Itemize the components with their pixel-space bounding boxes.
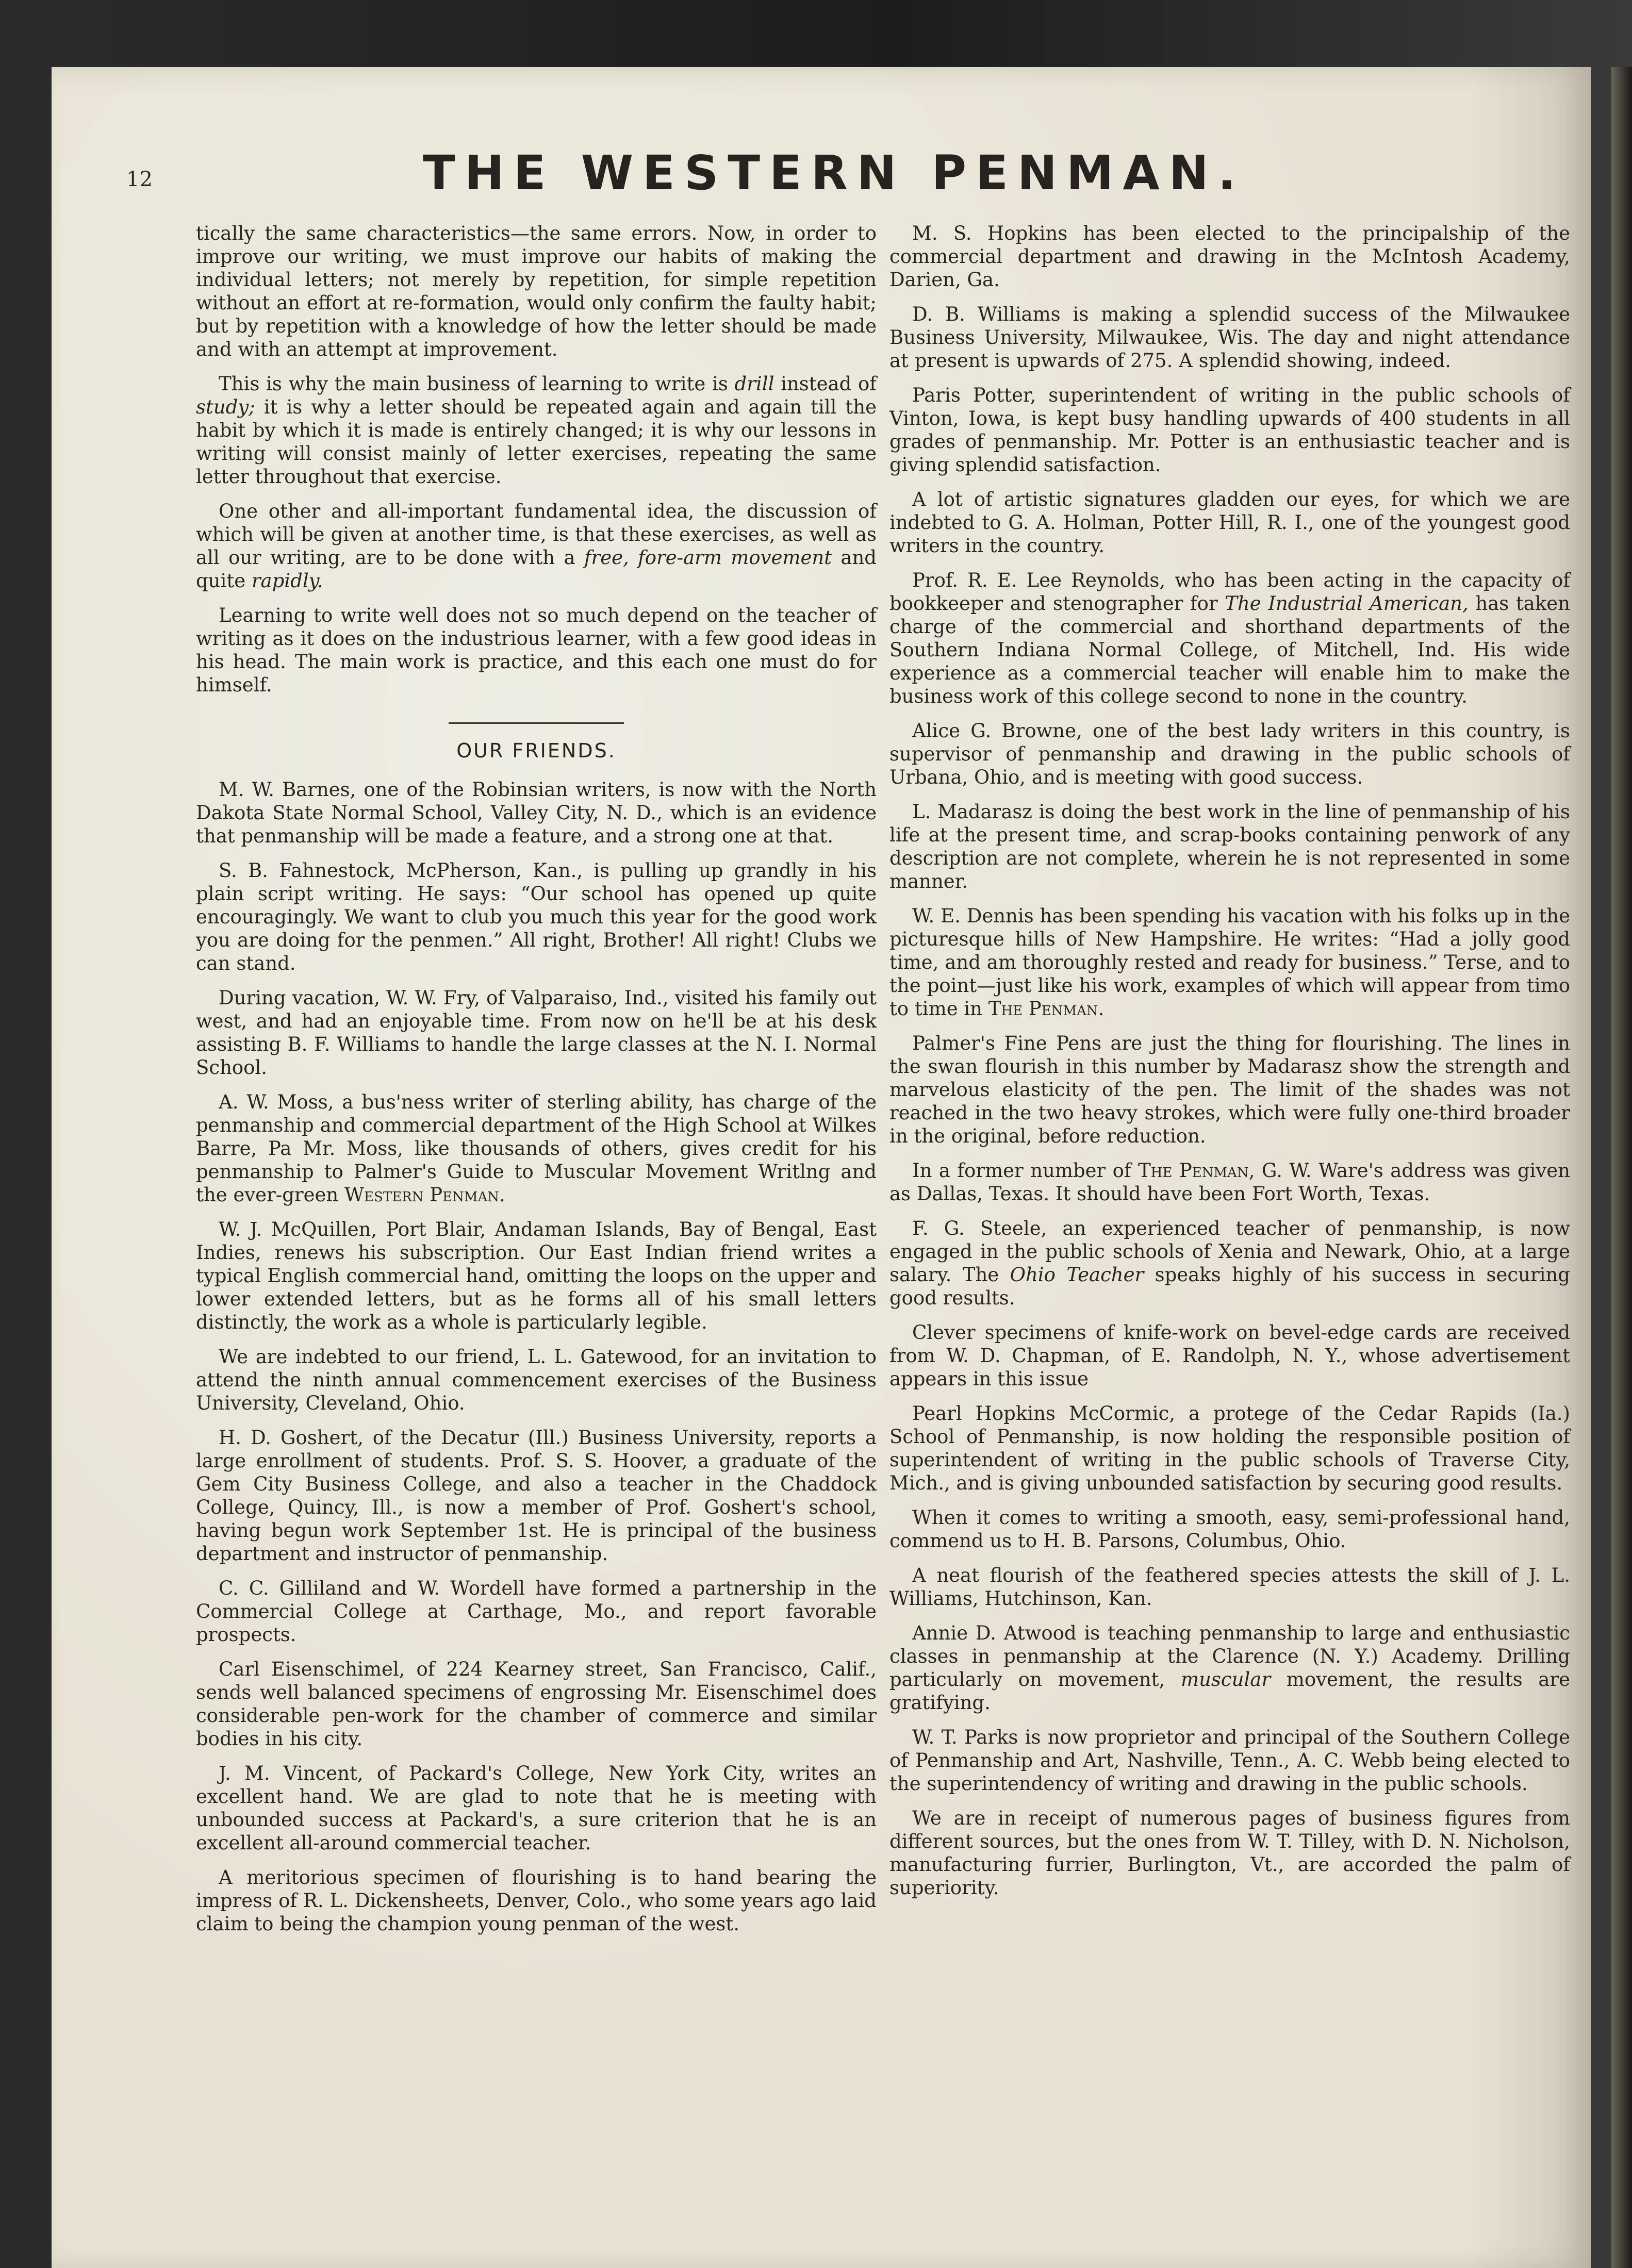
paragraph: D. B. Williams is making a splendid success of the Milwaukee Business University, Milwaukee, Wis. The day and night attendance at present is upwards of 275. A splendid showing, indeed.	[889, 303, 1570, 372]
paragraph: S. B. Fahnestock, McPherson, Kan., is pulling up grandly in his plain script writing. He says: “Our school has opened up quite encouragingly. We want to club you much this year for the good work you are doing for the penmen.” All right, Brother! All right! Clubs we can stand.	[196, 859, 877, 974]
italic-run: rapidly.	[251, 570, 323, 592]
italic-run: drill	[734, 373, 774, 395]
text-run: W. E. Dennis has been spending his vacation with his folks up in the picturesque hills of New Hampshire. He writes: “Had a jolly good time, and am thoroughly rested and ready for business.” Terse, and to the point—just like his work, examples of which will appear from timo to time in	[889, 905, 1570, 1020]
paragraph: tically the same characteristics—the same errors. Now, in order to improve our writing, we must improve our habits of making the individual letters; not merely by repetition, for simple repetition without an effort at re-formation, would only confirm the faulty habit; but by repetition with a knowledge of how the letter should be made and with an attempt at improvement.	[196, 222, 877, 360]
paragraph: Alice G. Browne, one of the best lady writers in this country, is supervisor of penmanship and drawing in the public schools of Urbana, Ohio, and is meeting with good success.	[889, 720, 1570, 788]
paragraph: W. T. Parks is now proprietor and principal of the Southern College of Penmanship and Art, Nashville, Tenn., A. C. Webb being elected to the superintendency of writing and drawing in the public schools.	[889, 1726, 1570, 1795]
paragraph: We are in receipt of numerous pages of business figures from different sources, but the ones from W. T. Tilley, with D. N. Nicholson, manufacturing furrier, Burlington, Vt., are accorded the palm of superiority.	[889, 1807, 1570, 1899]
text-run: A. W. Moss, a bus'ness writer of sterling ability, has charge of the penmanship and commercial department of the High School at Wilkes Barre, Pa Mr. Moss, like thousands of others, gives credit for his penmanship to Palmer's Guide to Muscular Movement Writlng and the ever-green	[196, 1091, 877, 1206]
paragraph	[196, 372, 877, 488]
paragraph: Learning to write well does not so much depend on the teacher of writing as it does on the industrious learner, with a few good ideas in his head. The main work is practice, and this each one must do for himself.	[196, 604, 877, 696]
paragraph	[889, 904, 1570, 1020]
small-caps-run: The Penman.	[988, 998, 1105, 1020]
paragraph: Pearl Hopkins McCormic, a protege of the Cedar Rapids (Ia.) School of Penmanship, is now holding the responsible position of superintendent of writing in the public schools of Traverse City, Mich., and is giving unbounded satisfaction by securing good results.	[889, 1402, 1570, 1494]
paragraph	[196, 1090, 877, 1206]
paragraph	[889, 1621, 1570, 1714]
masthead-title: THE WESTERN PENMAN.	[423, 145, 1245, 201]
paragraph: A lot of artistic signatures gladden our eyes, for which we are indebted to G. A. Holman, Potter Hill, R. I., one of the youngest good writers in the country.	[889, 488, 1570, 557]
paragraph: M. W. Barnes, one of the Robinsian writers, is now with the North Dakota State Normal School, Valley City, N. D., which is an evidence that penmanship will be made a feature, and a strong one at that.	[196, 779, 877, 847]
italic-run: Ohio Teacher	[1010, 1264, 1144, 1286]
paragraph: L. Madarasz is doing the best work in the line of penmanship of his life at the present time, and scrap-books containing penwork of any description are not complete, wherein he is not represented in some manner.	[889, 801, 1570, 892]
section-divider	[449, 722, 624, 724]
paragraph	[196, 500, 877, 592]
paragraph: During vacation, W. W. Fry, of Valparaiso, Ind., visited his family out west, and had an enjoyable time. From now on he'll be at his desk assisting B. F. Williams to handle the large classes at the N. I. Normal School.	[196, 987, 877, 1079]
page-number: 12	[126, 168, 153, 191]
text-run: it is why a letter should be repeated again and again till the habit by which it is made is entirely changed; it is why our lessons in writing will consist mainly of letter exercises, repeating the same letter throughout that exercise.	[196, 396, 877, 488]
italic-run: muscular	[1180, 1668, 1271, 1691]
text-run: movement, the results are gratifying.	[889, 1668, 1570, 1714]
page-edge-shadow	[1611, 67, 1632, 2268]
text-run: G. W. Ware's address was given as Dallas, Texas. It should have been Fort Worth, Texas.	[889, 1160, 1570, 1205]
paragraph: J. M. Vincent, of Packard's College, New York City, writes an excellent hand. We are glad to note that he is meeting with unbounded success at Packard's, a sure criterion that he is an excellent all-around commercial teacher.	[196, 1762, 877, 1854]
paragraph	[889, 1217, 1570, 1310]
text-run: One other and all-important fundamental idea, the discussion of which will be given at another time, is that these exercises, as well as all our writing, are to be done with a	[196, 500, 877, 569]
small-caps-run: The Penman,	[1138, 1160, 1255, 1182]
paragraph: We are indebted to our friend, L. L. Gatewood, for an invitation to attend the ninth annual commencement exercises of the Business University, Cleveland, Ohio.	[196, 1346, 877, 1414]
paragraph: H. D. Goshert, of the Decatur (Ill.) Business University, reports a large enrollment of students. Prof. S. S. Hoover, a graduate of the Gem City Business College, and also a teacher in the Chaddock College, Quincy, Ill., is now a member of Prof. Goshert's school, having begun work September 1st. He is principal of the business department and instructor of penmanship.	[196, 1427, 877, 1565]
section-heading: OUR FRIENDS.	[456, 739, 616, 762]
paragraph: Carl Eisenschimel, of 224 Kearney street, San Francisco, Calif., sends well balanced specimens of engrossing Mr. Eisenschimel does considerable pen-work for the chamber of commerce and similar bodies in his city.	[196, 1658, 877, 1750]
paragraph: C. C. Gilliland and W. Wordell have formed a partnership in the Commercial College at Carthage, Mo., and report favorable prospects.	[196, 1577, 877, 1646]
text-run: instead of	[774, 373, 877, 395]
italic-run: free, fore-arm movement	[584, 547, 832, 569]
italic-run: The Industrial American,	[1225, 592, 1469, 615]
paragraph: A neat flourish of the feathered species attests the skill of J. L. Williams, Hutchinson, Kan.	[889, 1564, 1570, 1610]
paragraph	[889, 569, 1570, 708]
italic-run: study;	[196, 396, 255, 418]
text-run: F. G. Steele, an experienced teacher of penmanship, is now engaged in the public schools of Xenia and Newark, Ohio, at a large salary. The	[889, 1217, 1570, 1286]
paragraph: A meritorious specimen of flourishing is to hand bearing the impress of R. L. Dickensheets, Denver, Colo., who some years ago laid claim to being the champion young penman of the west.	[196, 1866, 877, 1935]
paragraph: When it comes to writing a smooth, easy, semi-professional hand, commend us to H. B. Parsons, Columbus, Ohio.	[889, 1507, 1570, 1552]
text-run: Prof. R. E. Lee Reynolds, who has been acting in the capacity of bookkeeper and stenographer for	[889, 569, 1570, 615]
paragraph: Paris Potter, superintendent of writing in the public schools of Vinton, Iowa, is kept busy handling upwards of 400 students in all grades of penmanship. Mr. Potter is an enthusiastic teacher and is giving splendid satisfaction.	[889, 384, 1570, 476]
paragraph	[889, 1159, 1570, 1205]
small-caps-run: Western Penman.	[344, 1184, 505, 1206]
left-column	[196, 222, 877, 1947]
text-run: This is why the main business of learning to write is	[219, 373, 735, 395]
text-run: In a former number of	[912, 1160, 1139, 1182]
right-column	[889, 222, 1570, 1911]
paragraph: W. J. McQuillen, Port Blair, Andaman Islands, Bay of Bengal, East Indies, renews his subscription. Our East Indian friend writes a typical English commercial hand, omitting the loops on the upper and lower extended letters, but as he forms all of his small letters distinctly, the work as a whole is particularly legible.	[196, 1218, 877, 1333]
text-run: Annie D. Atwood is teaching penmanship to large and enthusiastic classes in penmanship at the Clarence (N. Y.) Academy. Drilling particularly on movement,	[889, 1622, 1570, 1691]
text-run: speaks highly of his success in securing good results.	[889, 1264, 1570, 1309]
text-run: and quite	[196, 547, 877, 592]
paragraph: Clever specimens of knife-work on bevel-edge cards are received from W. D. Chapman, of E. Randolph, N. Y., whose advertisement appears in this issue	[889, 1321, 1570, 1390]
text-run: has taken charge of the commercial and shorthand departments of the Southern Indiana Normal College, of Mitchell, Ind. His wide experience as a commercial teacher will enable him to make the business work of this college second to none in the country.	[889, 592, 1570, 707]
paragraph: M. S. Hopkins has been elected to the principalship of the commercial department and drawing in the McIntosh Academy, Darien, Ga.	[889, 222, 1570, 291]
paragraph: Palmer's Fine Pens are just the thing for flourishing. The lines in the swan flourish in this number by Madarasz show the strength and marvelous elasticity of the pen. The limit of the shades was not reached in the two heavy strokes, which were fully one-third broader in the original, before reduction.	[889, 1032, 1570, 1147]
